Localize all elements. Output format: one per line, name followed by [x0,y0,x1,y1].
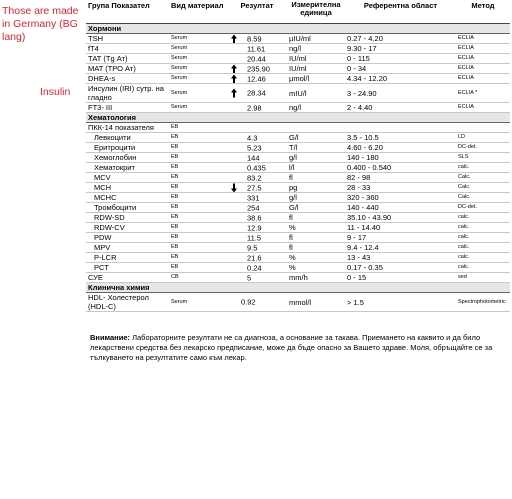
reference-range: 9.30 - 17 [345,44,456,54]
unit: T/l [287,143,345,153]
result-cell [227,203,287,213]
section-header-row [86,283,510,293]
table-row [86,103,510,113]
unit: g/l [287,193,345,203]
result-cell [227,143,287,153]
table-row [86,243,510,253]
result-value: 144 [247,153,260,162]
arrow-down-icon [231,183,237,192]
test-name: FT3- III [86,103,169,113]
material: EB [169,153,227,163]
result-value: 5 [247,273,252,282]
reference-range: 0 - 115 [345,54,456,64]
table-row [86,263,510,273]
result-value: 5.23 [247,143,262,152]
material: Serum [169,54,227,64]
result-cell [227,243,287,253]
material: EB [169,223,227,233]
result-cell [227,233,287,243]
unit: fl [287,243,345,253]
material: EB [169,263,227,273]
lab-results-table [86,0,510,312]
table-row [86,133,510,143]
method: ECLIA * [456,84,510,103]
unit: µmol/l [287,74,345,84]
material: EB [169,183,227,193]
test-name: MAT (ТРО Ат) [86,64,169,74]
test-name: DHEA-s [86,74,169,84]
result-value: 8.59 [247,34,262,43]
reference-range: 3.5 - 10.5 [345,133,456,143]
result-value: 21.6 [247,253,262,262]
method: calc. [456,213,510,223]
reference-range: 0.17 - 0.35 [345,263,456,273]
unit: G/l [287,133,345,143]
result-cell [227,54,287,64]
table-row [86,64,510,74]
test-name: PDW [86,233,169,243]
result-value: 4.3 [247,133,258,142]
test-name: ТАТ (Tg Ат) [86,54,169,64]
test-name: ПКК-14 показателя [86,123,169,133]
table-row [86,293,510,312]
arrow-up-icon [231,89,237,98]
unit: fl [287,233,345,243]
result-value: 0.435 [247,163,266,172]
unit: G/l [287,203,345,213]
unit: l/l [287,163,345,173]
test-name: Еритроцити [86,143,169,153]
method: calc. [456,263,510,273]
annotation-insulin: Insulin [40,86,71,98]
table-row [86,253,510,263]
unit: fl [287,173,345,183]
notice-text [90,333,504,363]
test-name: MCH [86,183,169,193]
arrow-up-icon [231,74,237,83]
result-value: 11.61 [247,44,266,53]
material: Serum [169,44,227,54]
test-name: Тромбоцити [86,203,169,213]
method [456,123,510,133]
result-cell [227,133,287,143]
table-row [86,34,510,44]
test-name: HDL- Холестерол (HDL-C) [86,293,169,312]
reference-range: > 1.5 [345,293,456,312]
header-unit: Измерителна единица [287,0,345,24]
reference-range: 3 - 24.90 [345,84,456,103]
table-row [86,153,510,163]
result-cell [227,44,287,54]
reference-range: 82 - 98 [345,173,456,183]
reference-range: 0 - 15 [345,273,456,283]
test-name: Инсулин (IRI) сутр. на гладно [86,84,169,103]
material: Serum [169,293,227,312]
test-name: MCHC [86,193,169,203]
result-cell [227,64,287,74]
table-row [86,44,510,54]
header-result: Резултат [227,0,287,24]
method: sed [456,273,510,283]
result-cell [227,74,287,84]
reference-range: 2 - 4.40 [345,103,456,113]
method: calc. [456,223,510,233]
header-method: Метод [456,0,510,24]
result-cell [227,223,287,233]
section-header-row [86,24,510,34]
reference-range: 320 - 360 [345,193,456,203]
result-cell [227,103,287,113]
reference-range: 11 - 14.40 [345,223,456,233]
arrow-up-icon [231,34,237,43]
reference-range: 4.60 - 6.20 [345,143,456,153]
result-cell [227,173,287,183]
result-cell [227,213,287,223]
method: Calc. [456,173,510,183]
material: EB [169,173,227,183]
material: EB [169,123,227,133]
material: Serum [169,34,227,44]
test-name: Левкоцити [86,133,169,143]
section-title: Хематология [86,113,510,123]
unit: mIU/l [287,84,345,103]
material: EB [169,243,227,253]
test-name: fT4 [86,44,169,54]
test-name: RDW-SD [86,213,169,223]
unit: ng/l [287,103,345,113]
section-header-row [86,113,510,123]
table-row [86,173,510,183]
result-cell [227,273,287,283]
notice-label: Внимание: [90,333,130,342]
unit: IU/ml [287,54,345,64]
result-cell [227,193,287,203]
table-row [86,74,510,84]
unit: fl [287,213,345,223]
result-value: 12.9 [247,223,262,232]
material: Serum [169,74,227,84]
material: Serum [169,103,227,113]
reference-range: 35.10 - 43.90 [345,213,456,223]
reference-range: 9.4 - 12.4 [345,243,456,253]
header-reference: Референтна област [345,0,456,24]
table-row [86,163,510,173]
test-name: P-LCR [86,253,169,263]
unit: pg [287,183,345,193]
test-name: Хемоглобин [86,153,169,163]
unit: % [287,253,345,263]
reference-range: 13 - 43 [345,253,456,263]
method: Calc. [456,183,510,193]
reference-range: 140 - 440 [345,203,456,213]
result-value: 0.92 [241,297,256,307]
result-cell [227,123,287,133]
reference-range: 140 - 180 [345,153,456,163]
method: DC-det. [456,203,510,213]
method: ECLIA [456,103,510,113]
result-value: 20.44 [247,54,266,63]
table-row [86,54,510,64]
header-material: Вид материал [169,0,227,24]
table-row [86,183,510,193]
unit: mmol/l [287,293,345,312]
unit: % [287,223,345,233]
header-group: Група Показател [86,0,169,24]
result-cell [227,153,287,163]
method: SLS [456,153,510,163]
result-value: 254 [247,203,260,212]
reference-range: 9 - 17 [345,233,456,243]
material: Serum [169,64,227,74]
result-cell [227,84,287,103]
method: ECLIA [456,54,510,64]
result-value: 28.34 [247,88,266,98]
result-value: 11.5 [247,233,262,242]
result-value: 331 [247,193,260,202]
method: Spectrophotometric [456,293,510,312]
material: EB [169,203,227,213]
method: ECLIA [456,44,510,54]
unit: mm/h [287,273,345,283]
table-row [86,123,510,133]
material: EB [169,133,227,143]
result-value: 27.5 [247,183,262,192]
test-name: PCT [86,263,169,273]
material: EB [169,213,227,223]
result-cell [227,34,287,44]
result-value: 0.24 [247,263,262,272]
reference-range: 0.400 - 0.540 [345,163,456,173]
method: ECLIA [456,64,510,74]
result-value: 9.5 [247,243,258,252]
table-row [86,213,510,223]
result-cell [227,163,287,173]
test-name: MCV [86,173,169,183]
test-name: MPV [86,243,169,253]
table-row [86,193,510,203]
reference-range: 28 - 33 [345,183,456,193]
result-cell [227,253,287,263]
method: ECLIA [456,74,510,84]
table-row [86,273,510,283]
method: DC-det. [456,143,510,153]
method: calc. [456,233,510,243]
material: EB [169,163,227,173]
section-title: Хормони [86,24,510,34]
test-name: Хематокрит [86,163,169,173]
result-value: 38.6 [247,213,262,222]
table-header-row [86,0,510,24]
test-name: TSH [86,34,169,44]
table-row [86,143,510,153]
table-row [86,203,510,213]
unit: % [287,263,345,273]
method: calc. [456,163,510,173]
unit: g/l [287,153,345,163]
table-row [86,84,510,103]
method: ECLIA [456,34,510,44]
method: calc. [456,253,510,263]
result-cell [227,263,287,273]
result-value: 83.2 [247,173,262,182]
method: LD [456,133,510,143]
result-cell [227,293,287,312]
reference-range: 0 - 34 [345,64,456,74]
material: Serum [169,84,227,103]
test-name: RDW-CV [86,223,169,233]
arrow-up-icon [231,64,237,73]
method: calc. [456,243,510,253]
material: EB [169,233,227,243]
reference-range: 4.34 - 12.20 [345,74,456,84]
reference-range [345,123,456,133]
material: CB [169,273,227,283]
notice-body: Лабораторните резултати не са диагноза, а основание за такава. Приемането на каквито и да било лекарствени средства без лекарско предписание, може да бъде опасно за Вашето здраве. Моля, обръщайте се за тълкуването на резултатите само към лекар. [90,333,493,362]
unit [287,123,345,133]
result-value: 2.98 [247,103,262,112]
section-title: Клинична химия [86,283,510,293]
reference-range: 0.27 - 4.20 [345,34,456,44]
material: EB [169,143,227,153]
result-cell [227,183,287,193]
method: Calc. [456,193,510,203]
test-name: СУЕ [86,273,169,283]
material: EB [169,253,227,263]
result-value: 12.46 [247,74,266,83]
annotation-language-note: Those are made in Germany (BG lang) [2,5,79,43]
result-value: 235.90 [247,64,270,73]
table-row [86,233,510,243]
unit: µIU/ml [287,34,345,44]
table-row [86,223,510,233]
unit: ng/l [287,44,345,54]
unit: IU/ml [287,64,345,74]
material: EB [169,193,227,203]
